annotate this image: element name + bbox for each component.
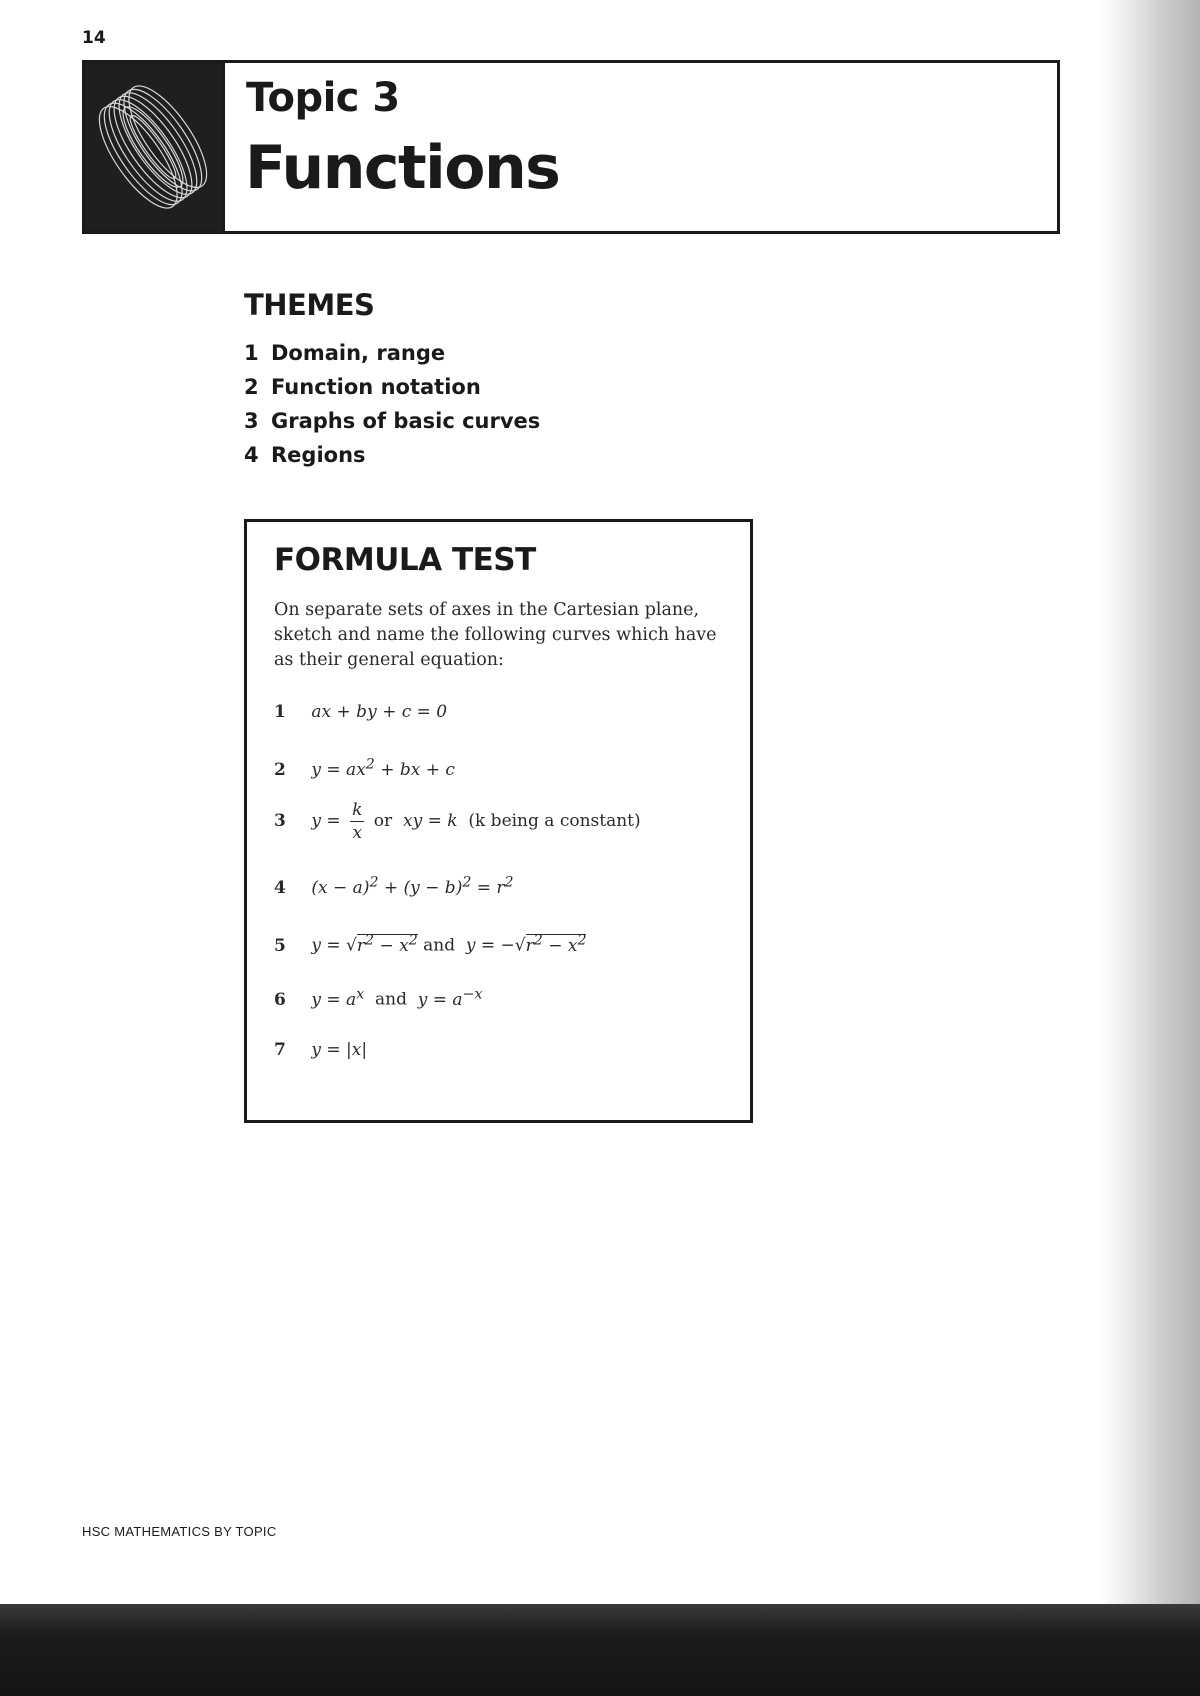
formula-number: 4 xyxy=(274,877,286,898)
ellipses-graphic-icon xyxy=(85,63,222,231)
formula-number: 3 xyxy=(274,811,286,831)
topic-title: Functions xyxy=(245,133,560,203)
topic-header-graphic xyxy=(85,63,225,231)
formula-item xyxy=(274,1040,367,1060)
theme-label: Regions xyxy=(271,443,366,467)
formula-expression: $y = √r^2 - x^2$ xyxy=(311,932,418,956)
formula-connector: or xyxy=(373,811,393,831)
topic-header xyxy=(82,60,1060,234)
formula-expression: ax + by + c = 0 xyxy=(311,702,448,722)
formula-number: 6 xyxy=(274,989,286,1010)
formula-test-instructions: On separate sets of axes in the Cartesian plane, sketch and name the following curves which have as their general equation: xyxy=(274,600,717,670)
formula-expression: $(x - a)^2 + (y - b)^2 = r^2$ xyxy=(311,874,514,898)
formula-number: 5 xyxy=(274,935,286,956)
formula-number: 1 xyxy=(274,702,286,722)
formula-expression: $y = a^x$ xyxy=(311,986,365,1010)
formula-expression: y = xyxy=(311,811,341,831)
formula-number: 7 xyxy=(274,1040,286,1060)
themes-heading: THEMES xyxy=(244,288,375,322)
formula-expression: y = |x| xyxy=(311,1040,368,1060)
theme-item xyxy=(244,370,540,404)
theme-number: 1 xyxy=(244,341,259,365)
formula-expression: $y = a^{-x}$ xyxy=(412,986,483,1010)
theme-item xyxy=(244,404,540,438)
scan-bottom-band xyxy=(0,1604,1200,1696)
formula-connector: and xyxy=(423,935,456,956)
formula-expression: xy = k xyxy=(397,811,463,831)
theme-label: Graphs of basic curves xyxy=(271,409,541,433)
formula-item xyxy=(274,799,641,844)
formula-item xyxy=(274,702,447,722)
formula-test-heading: FORMULA TEST xyxy=(274,542,536,578)
formula-number: 2 xyxy=(274,759,286,780)
theme-number: 2 xyxy=(244,375,259,399)
fraction: $\frac{k}{x}$ xyxy=(352,800,363,843)
theme-label: Function notation xyxy=(271,375,481,399)
formula-item xyxy=(274,756,455,780)
theme-number: 3 xyxy=(244,409,259,433)
formula-expression: $y = ax^2$ + bx + c xyxy=(311,756,455,780)
formula-connector: and xyxy=(375,989,407,1010)
theme-number: 4 xyxy=(244,443,259,467)
formula-test-box xyxy=(244,519,753,1123)
formula-item xyxy=(274,986,482,1010)
formula-item xyxy=(274,932,586,956)
page-edge-shadow xyxy=(1100,0,1200,1696)
theme-item xyxy=(244,438,540,472)
formula-expression: $y = -√r^2 - x^2$ xyxy=(460,932,587,956)
theme-label: Domain, range xyxy=(271,341,446,365)
themes-list xyxy=(244,336,540,472)
topic-label: Topic 3 xyxy=(246,75,400,121)
formula-item xyxy=(274,874,514,898)
footer-text: HSC MATHEMATICS BY TOPIC xyxy=(82,1524,277,1539)
theme-item xyxy=(244,336,540,370)
formula-note: (k being a constant) xyxy=(468,811,641,831)
page-number: 14 xyxy=(82,28,106,48)
